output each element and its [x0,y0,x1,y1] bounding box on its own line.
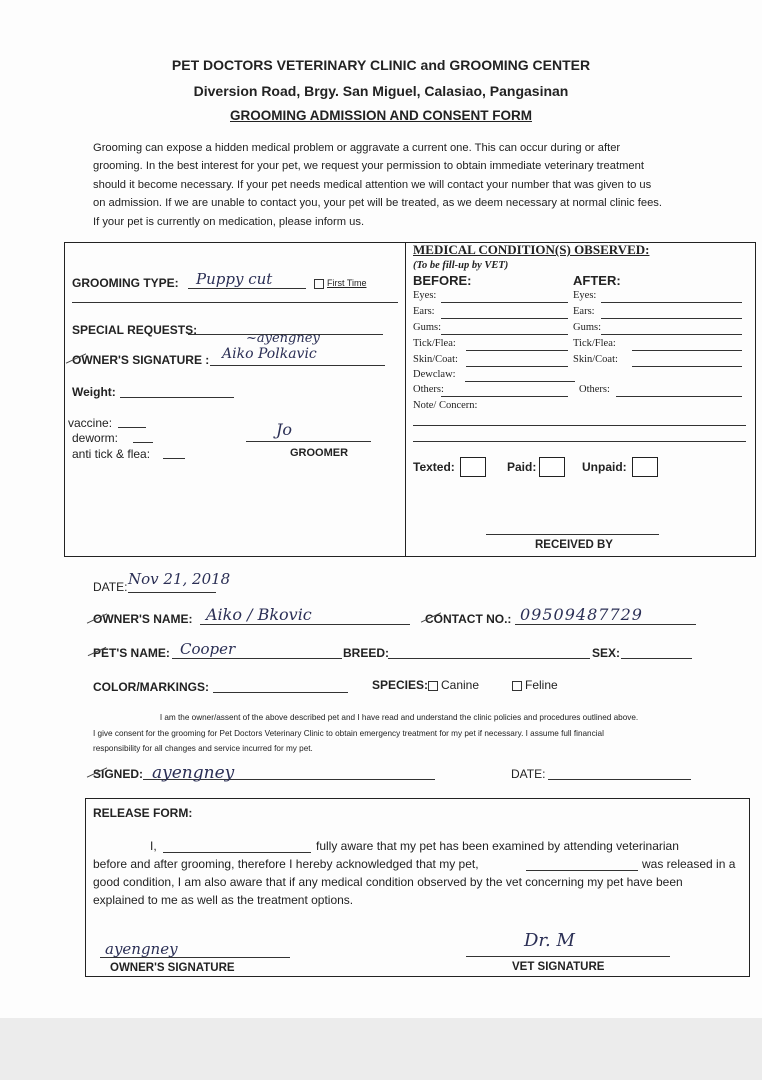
release-line4: explained to me as well as the treatment options. [93,893,354,907]
grooming-type-extra-line [72,302,398,303]
after-field-input[interactable] [632,350,742,351]
consent-line: I give consent for the grooming for Pet Doctors Veterinary Clinic to obtain emergency treatment for my pet if necessary. I assume full financial [93,728,604,738]
release-pet-field[interactable] [526,870,638,871]
sex-field[interactable] [621,658,692,659]
signed-date-label: DATE: [511,767,546,781]
medical-subtitle: (To be fill-up by VET) [413,260,509,271]
first-time-checkbox[interactable] [314,278,367,289]
before-field-label: Tick/Flea: [413,338,456,349]
form-title: GROOMING ADMISSION AND CONSENT FORM [230,108,532,123]
intro-paragraph [93,139,698,231]
vet-signature-line [466,956,670,957]
pet-name-label: PET'S NAME: [93,646,170,660]
note-line[interactable] [413,425,746,426]
consent-line: I am the owner/assent of the above described pet and I have read and understand the clinic policies and procedures outlined above. [159,713,639,722]
before-field-input[interactable] [466,366,568,367]
contact-field[interactable]: 09509487729 [520,605,643,624]
column-divider [405,242,406,556]
breed-label: BREED: [343,646,390,660]
after-field-label: Tick/Flea: [573,338,616,349]
intro-line: grooming. In the best interest for your pet, we request your permission to obtain immediate veterinary treatment [93,160,644,173]
intro-line: on admission. If we are unable to contact you, your pet will be treated, as we deem necessary at normal clinic fees. [93,197,662,210]
contact-label: CONTACT NO.: [425,612,512,626]
weight-label: Weight: [72,385,116,399]
grooming-type-label: GROOMING TYPE: [72,276,179,290]
clinic-address: Diversion Road, Brgy. San Miguel, Calasiao, Pangasinan [193,83,569,99]
intro-line: If your pet is currently on medication, please inform us. [93,215,365,228]
paid-label: Paid: [507,460,537,474]
after-field-input[interactable] [601,318,742,319]
unpaid-checkbox[interactable] [632,457,658,477]
vaccine-field[interactable] [118,427,146,428]
canine-option[interactable] [428,678,479,692]
after-field-input[interactable] [616,396,742,397]
paid-checkbox[interactable] [539,457,565,477]
first-time-label: First Time [327,278,367,288]
before-field-input[interactable] [466,350,568,351]
after-field-label: Ears: [573,306,595,317]
before-field-input[interactable] [441,318,568,319]
after-field-input[interactable] [601,334,742,335]
unpaid-label: Unpaid: [582,460,627,474]
color-markings-field[interactable] [213,692,348,693]
consent-line: responsibility for all changes and service incurred for my pet. [93,744,313,753]
signed-signature[interactable]: ayengney [152,763,235,783]
checkbox-icon [314,279,324,289]
groomer-line [246,441,371,442]
grooming-type-line [188,288,306,289]
consent-text [93,710,705,757]
pet-name-line [172,658,342,659]
before-field-label: Ears: [413,306,435,317]
requests-scribble: ~ayengney [246,331,320,346]
breed-field[interactable] [388,658,590,659]
after-field-label: Gums: [573,322,602,333]
date-field[interactable]: Nov 21, 2018 [128,570,231,588]
release-line1: fully aware that my pet has been examined by attending veterinarian [316,839,679,853]
vaccine-label: vaccine: [68,416,113,430]
owner-signature-label: OWNER'S SIGNATURE : [72,353,210,367]
after-label: AFTER: [573,273,621,288]
after-field-label: Skin/Coat: [573,354,618,365]
color-markings-label: COLOR/MARKINGS: [93,680,209,694]
before-field-label: Eyes: [413,290,437,301]
deworm-label: deworm: [72,431,119,445]
owner-name-label: OWNER'S NAME: [93,612,193,626]
before-field-label: Skin/Coat: [413,354,458,365]
before-field-input[interactable] [441,396,568,397]
deworm-field[interactable] [133,442,153,443]
before-label: BEFORE: [413,273,472,288]
before-field-input[interactable] [441,334,568,335]
signed-label: SIGNED: [93,767,144,781]
intro-line: should it become necessary. If your pet needs medical attention we will contact your number that was given to us [93,178,652,191]
before-field-label: Dewclaw: [413,369,456,380]
after-field-input[interactable] [632,366,742,367]
grooming-type-field[interactable]: Puppy cut [196,270,273,288]
owner-signature-field[interactable]: Aiko Polkavic [222,346,317,362]
texted-checkbox[interactable] [460,457,486,477]
pet-name-field[interactable]: Cooper [180,640,236,658]
texted-label: Texted: [413,460,455,474]
before-field-label: Gums: [413,322,442,333]
species-label: SPECIES: [372,678,429,692]
signed-date-field[interactable] [548,779,691,780]
release-name-field[interactable] [163,852,311,853]
release-i: I, [150,839,157,853]
weight-field[interactable] [120,397,234,398]
owner-signature-release[interactable]: ayengney [105,940,178,958]
anti-tick-field[interactable] [163,458,185,459]
checkbox-icon [512,681,522,691]
contact-line [515,624,696,625]
release-line3: good condition, I am also aware that if any medical condition observed by the vet concerning my pet have been [93,875,683,889]
after-field-input[interactable] [601,302,742,303]
before-field-input[interactable] [441,302,568,303]
medical-title: MEDICAL CONDITION(S) OBSERVED: [413,242,650,257]
release-line2a: before and after grooming, therefore I hereby acknowledged that my pet, [93,857,479,871]
owner-name-line [200,624,410,625]
groomer-label: GROOMER [290,447,349,459]
release-title: RELEASE FORM: [93,806,193,820]
special-requests-label: SPECIAL REQUESTS: [72,323,198,337]
checkbox-icon [428,681,438,691]
note-line[interactable] [413,441,746,442]
owner-signature-line [210,365,385,366]
after-field-label: Others: [579,384,610,395]
after-field-label: Eyes: [573,290,597,301]
received-by-line[interactable] [486,534,659,535]
vet-signature[interactable]: Dr. M [524,930,575,951]
sex-label: SEX: [592,646,621,660]
release-line2b: was released in a [642,857,736,871]
canine-label: Canine [441,678,480,692]
groomer-signature[interactable]: Jo [276,420,293,439]
feline-label: Feline [525,678,558,692]
feline-option[interactable] [512,678,558,692]
anti-tick-label: anti tick & flea: [72,447,151,461]
owner-signature-release-line [100,957,290,958]
owner-signature-release-label: OWNER'S SIGNATURE [110,962,235,974]
received-by-label: RECEIVED BY [535,539,613,551]
scan-edge [0,1018,762,1080]
before-field-input[interactable] [465,381,575,382]
owner-name-field[interactable]: Aiko / Bkovic [206,605,312,624]
before-field-label: Others: [413,384,444,395]
note-label: Note/ Concern: [413,400,478,411]
intro-line: Grooming can expose a hidden medical problem or aggravate a current one. This can occur during or after [93,142,621,154]
vet-signature-label: VET SIGNATURE [512,961,605,973]
date-line [128,592,216,593]
date-label: DATE: [93,580,128,594]
clinic-name: PET DOCTORS VETERINARY CLINIC and GROOMING CENTER [171,57,591,73]
